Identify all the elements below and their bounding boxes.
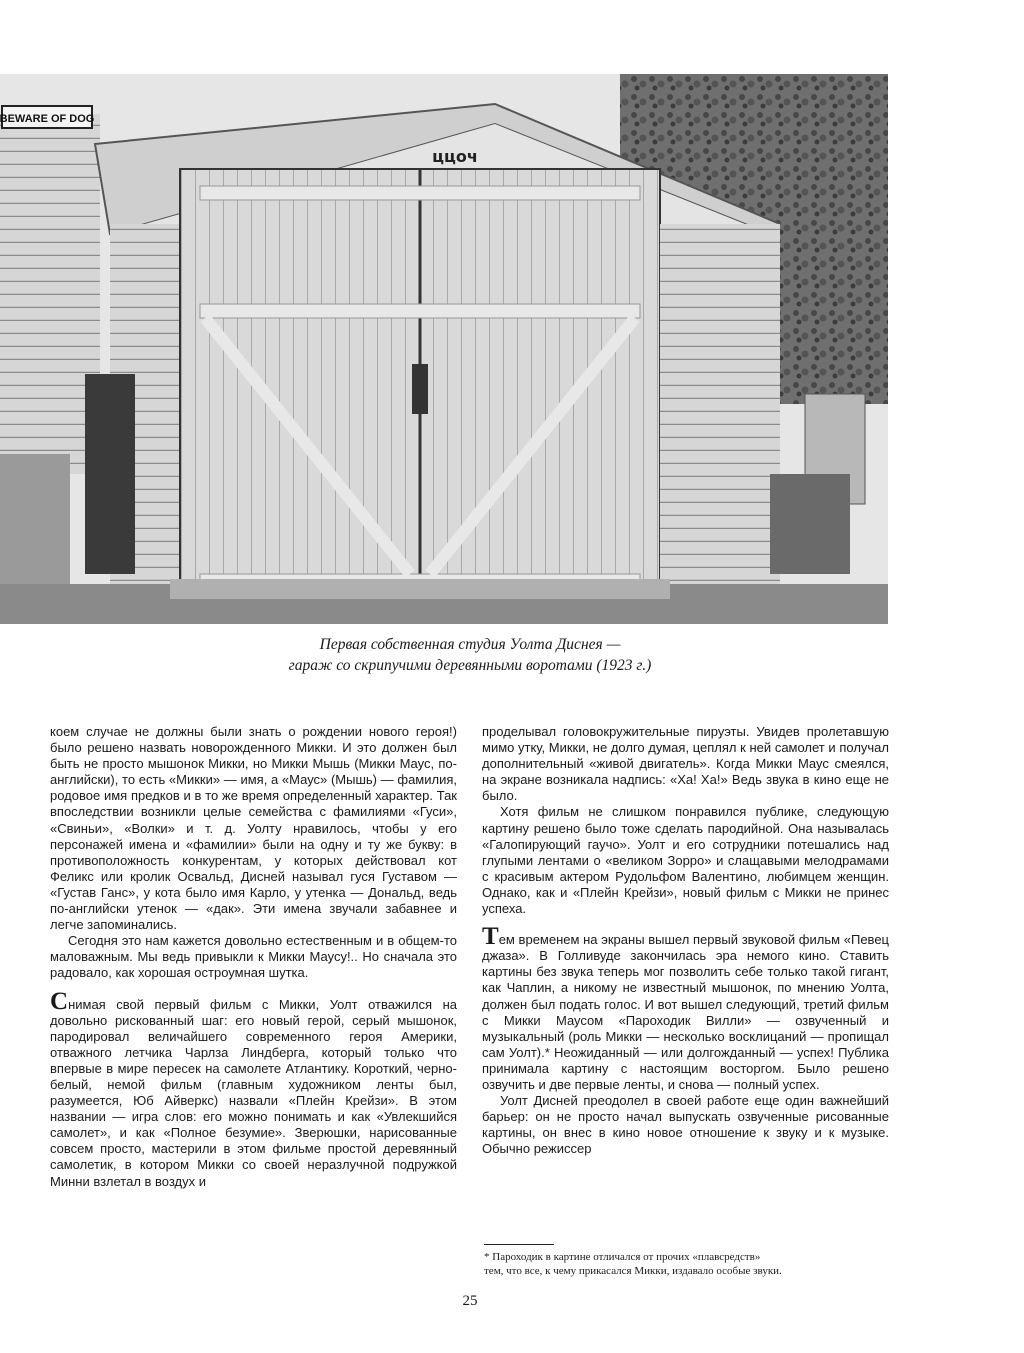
garage-photo-illustration: [0, 74, 888, 624]
caption-line-1: Первая собственная студия Уолта Диснея —: [319, 636, 621, 653]
left-paragraph-3: [50, 987, 457, 1190]
garage-photo: [0, 74, 888, 624]
right-column: [482, 724, 889, 1157]
caption-line-2: гараж со скрипучими деревянными воротами (1923 г.): [288, 657, 652, 674]
door-scrawl: ццоч: [432, 147, 478, 166]
right-paragraph-3: [482, 923, 889, 1093]
photo-caption: [180, 634, 760, 676]
right-paragraph-2: Хотя фильм не слишком понравился публике, следующую картину решено было тоже сделать пародийной. Она называлась «Галопирующий гаучо». Уолт и его сотрудники потешались над глупыми лентами о «великом Зорро» и слащавыми мелодрамами с красивым актером Рудольфом Валентино, любимцем женщин. Однако, как и «Плейн Крейзи», новый фильм с Микки не принес успеха.: [482, 804, 889, 917]
left-paragraph-2: Сегодня это нам кажется довольно естественным и в общем-то маловажным. Мы ведь привыкли к Микки Маусу!.. Но сначала это радовало, как хорошая остроумная шутка.: [50, 933, 457, 981]
left-paragraph-3-text: нимая свой первый фильм с Микки, Уолт отважился на довольно рискованный шаг: его новый герой, серый мышонок, пародировал величайшего современного героя Америки, отважного летчика Чарлза Линдберга, который только что впервые в мире пересек на самолете Атлантику. Короткий, черно-белый, немой фильм (главным художником ленты был, разумеется, Юб Айверкс) назвали «Плейн Крейзи». В этом названии — игра слов: его можно понимать и как «Увлекшийся самолет», и как «Полное безумие». Зверюшки, нарисованные совсем просто, мастерили в этом фильме простой деревянный самолетик, в котором Микки со своей неразлучной подружкой Минни взлетал в воздух и: [50, 996, 457, 1189]
footnote-line-2: тем, что все, к чему прикасался Микки, издавало особые звуки.: [484, 1265, 782, 1277]
beware-sign-text: BEWARE OF DOG: [0, 113, 95, 125]
right-paragraph-3-text: ем временем на экраны вышел первый звуковой фильм «Певец джаза». В Голливуде закончилась эра немого кино. Ставить картины без звука теперь мог позволить себе только такой гигант, как Чаплин, а никому не известный мышонок, по мнению Уолта, должен был подать голос. И вот вышел следующий, третий фильм с Микки Маусом «Пароходик Вилли» — озвученный и музыкальный (роль Микки — несколько восклицаний — пропищал сам Уолт).* Неожиданный — или долгожданный — успех! Публика принимала картину с настоящим восторгом. Было решено озвучить и две первые ленты, и снова — полный успех.: [482, 932, 889, 1092]
footnote-rule: [484, 1244, 554, 1245]
page-number: 25: [462, 1293, 478, 1309]
footnote-line-1: * Пароходик в картине отличался от прочих «плавсредств»: [484, 1251, 761, 1263]
left-paragraph-1: коем случае не должны были знать о рождении нового героя!) было решено назвать новорожденного Микки. И это должен был быть не просто мышонок Микки, но Микки Мышь (Микки Маус, по-английски), то есть «Микки» — имя, а «Маус» (Мышь) — фамилия, родовое имя предков и в то же время определенный характер. Так впоследствии возникли целые семейства с фамилиями «Гуси», «Свиньи», «Волки» и т. д. Уолту нравилось, чтобы у его персонажей имена и «фамилии» были на одну и ту же букву: в противоположность конкурентам, у которых действовал кот Феликс или кролик Освальд, Дисней называл гуся Густавом — «Густав Ганс», у кота было имя Карло, у утенка — Дональд, ведь по-английски утенок — «дак». Эти имена звучали забавнее и легче запоминались.: [50, 724, 457, 933]
dropcap-s: С: [50, 987, 69, 1015]
right-paragraph-4: Уолт Дисней преодолел в своей работе еще один важнейший барьер: он не просто начал выпускать озвученные рисованные картины, он внес в кино новое отношение к звуку и к музыке. Обычно режиссер: [482, 1093, 889, 1157]
footnote: [484, 1250, 890, 1278]
right-paragraph-1: проделывал головокружительные пируэты. Увидев пролетавшую мимо утку, Микки, не долго думая, цеплял к ней самолет и получал дополнительный «живой двигатель». Когда Микки Маус смеялся, на экране возникала надпись: «Ха! Ха!» Ведь звука в кино еще не было.: [482, 724, 889, 804]
dropcap-t: Т: [482, 923, 499, 951]
left-column: [50, 724, 457, 1190]
